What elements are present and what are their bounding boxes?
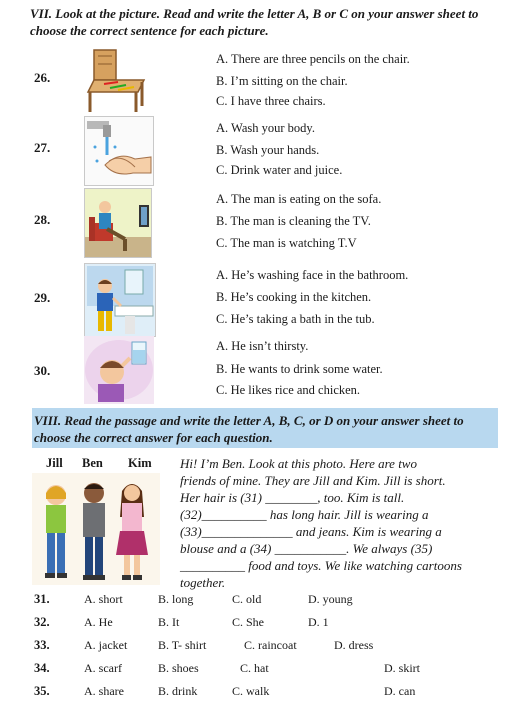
passage-line: blouse and a (34) ___________. We always (35) bbox=[180, 541, 433, 556]
question-30-option-a: A. He isn’t thirsty. bbox=[216, 339, 309, 353]
answer-row-35 bbox=[34, 684, 504, 707]
section-8-heading-line-2: choose the correct answer for each question. bbox=[34, 430, 273, 445]
kid-label-kim: Kim bbox=[128, 456, 152, 470]
question-26-option-b: B. I’m sitting on the chair. bbox=[216, 74, 348, 88]
kid-label-ben: Ben bbox=[82, 456, 103, 470]
question-30-number: 30. bbox=[34, 363, 51, 378]
boy-in-bathroom-illustration bbox=[84, 263, 156, 337]
answer-option-a: A. short bbox=[84, 592, 123, 606]
answer-option-b: B. long bbox=[158, 592, 194, 606]
passage-line: (33)______________ and jeans. Kim is wearing a bbox=[180, 524, 442, 539]
question-28-option-a: A. The man is eating on the sofa. bbox=[216, 192, 382, 206]
answer-number: 31. bbox=[34, 592, 50, 606]
three-friends-illustration bbox=[32, 473, 160, 585]
answer-option-a: A. scarf bbox=[84, 661, 122, 675]
answer-row-34 bbox=[34, 661, 504, 684]
question-29-option-b: B. He’s cooking in the kitchen. bbox=[216, 290, 372, 304]
thirsty-boy-illustration bbox=[84, 336, 154, 404]
chair-with-pencils-illustration bbox=[84, 44, 154, 114]
answer-option-d: D. 1 bbox=[308, 615, 329, 629]
question-26-option-a: A. There are three pencils on the chair. bbox=[216, 52, 410, 66]
question-27-number: 27. bbox=[34, 140, 51, 155]
answer-row-32 bbox=[34, 615, 504, 638]
question-30-option-b: B. He wants to drink some water. bbox=[216, 362, 383, 376]
question-27-option-c: C. Drink water and juice. bbox=[216, 163, 343, 177]
kid-label-jill: Jill bbox=[46, 456, 63, 470]
passage-line: (32)__________ has long hair. Jill is wearing a bbox=[180, 507, 429, 522]
answer-option-b: B. drink bbox=[158, 684, 198, 698]
passage-line: together. bbox=[180, 575, 226, 590]
answer-row-31 bbox=[34, 592, 504, 615]
section-7-heading-line-2: choose the correct sentence for each picture. bbox=[30, 23, 269, 38]
section-7-heading-line-1: VII. Look at the picture. Read and write the letter A, B or C on your answer sheet to bbox=[30, 6, 479, 21]
answer-option-c: C. hat bbox=[240, 661, 269, 675]
man-watching-tv-illustration bbox=[84, 188, 152, 258]
answer-options-list bbox=[34, 592, 504, 707]
answer-number: 35. bbox=[34, 684, 50, 698]
answer-row-33 bbox=[34, 638, 504, 661]
question-27-option-a: A. Wash your body. bbox=[216, 121, 315, 135]
question-29-option-a: A. He’s washing face in the bathroom. bbox=[216, 268, 409, 282]
answer-option-a: A. He bbox=[84, 615, 113, 629]
answer-option-c: C. old bbox=[232, 592, 262, 606]
passage-line: __________ food and toys. We like watching cartoons bbox=[180, 558, 462, 573]
answer-number: 32. bbox=[34, 615, 50, 629]
answer-option-b: B. It bbox=[158, 615, 180, 629]
section-7-heading bbox=[30, 5, 520, 39]
passage-line: Hi! I’m Ben. Look at this photo. Here are two bbox=[180, 456, 417, 471]
answer-option-d: D. skirt bbox=[384, 661, 420, 675]
answer-number: 33. bbox=[34, 638, 50, 652]
answer-option-d: D. young bbox=[308, 592, 353, 606]
question-28-number: 28. bbox=[34, 212, 51, 227]
answer-option-b: B. T- shirt bbox=[158, 638, 207, 652]
question-29-option-c: C. He’s taking a bath in the tub. bbox=[216, 312, 375, 326]
washing-hands-illustration bbox=[84, 116, 154, 186]
question-26-number: 26. bbox=[34, 70, 51, 85]
answer-option-b: B. shoes bbox=[158, 661, 199, 675]
question-28-option-c: C. The man is watching T.V bbox=[216, 236, 357, 250]
answer-number: 34. bbox=[34, 661, 50, 675]
passage-line: Her hair is (31) ________, too. Kim is tall. bbox=[180, 490, 405, 505]
question-29-number: 29. bbox=[34, 290, 51, 305]
answer-option-c: C. walk bbox=[232, 684, 270, 698]
answer-option-a: A. jacket bbox=[84, 638, 128, 652]
section-8-heading bbox=[34, 412, 496, 446]
question-27-option-b: B. Wash your hands. bbox=[216, 143, 320, 157]
answer-option-d: D. can bbox=[384, 684, 416, 698]
passage-line: friends of mine. They are Jill and Kim. Jill is short. bbox=[180, 473, 446, 488]
question-26-option-c: C. I have three chairs. bbox=[216, 94, 326, 108]
question-28-option-b: B. The man is cleaning the TV. bbox=[216, 214, 371, 228]
answer-option-c: C. raincoat bbox=[244, 638, 297, 652]
answer-option-a: A. share bbox=[84, 684, 124, 698]
answer-option-c: C. She bbox=[232, 615, 265, 629]
section-8-heading-line-1: VIII. Read the passage and write the letter A, B, C, or D on your answer sheet to bbox=[34, 413, 464, 428]
question-30-option-c: C. He likes rice and chicken. bbox=[216, 383, 361, 397]
answer-option-d: D. dress bbox=[334, 638, 374, 652]
reading-passage bbox=[180, 455, 496, 591]
